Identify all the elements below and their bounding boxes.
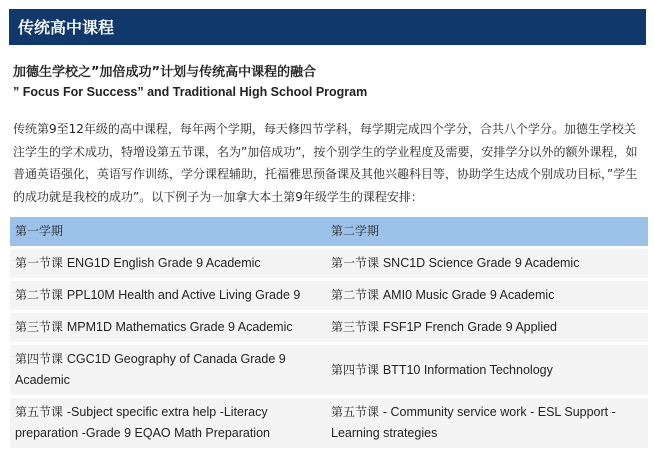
course-name: MPM1D Mathematics Grade 9 Academic	[66, 320, 293, 334]
table-cell	[326, 281, 648, 310]
section-title: 传统高中课程	[18, 18, 115, 37]
course-name: CGC1D Geography of Canada Grade 9 Academic	[15, 352, 286, 387]
period-label: 第二节课	[15, 288, 64, 302]
table-cell	[10, 281, 326, 310]
period-label: 第五节课	[15, 405, 64, 419]
intro-paragraph: 传统第9至12年级的高中课程，每年两个学期，每天修四节学科，每学期完成四个学分，合共八个学分。加德生学校关注学生的学术成功，特增设第五节课，名为”加倍成功”，按个别学生的学业程度及需要，安排学分以外的额外课程，如普通英语强化，英语写作训练，学分课程辅助，托福雅思预备课及其他兴趣科目等，协助学生达成个别成功目标，”学生的成功就是我校的成功”。以下例子为一加拿大本土第9年级学生的课程安排：	[13, 122, 638, 204]
course-schedule-table	[10, 214, 648, 451]
course-name: FSF1P French Grade 9 Applied	[382, 320, 558, 334]
table-row	[10, 249, 648, 278]
table-cell	[10, 249, 326, 278]
period-label: 第一节课	[15, 256, 64, 270]
period-label: 第三节课	[331, 320, 380, 334]
period-label: 第三节课	[15, 320, 64, 334]
program-subtitle-cn: 加德生学校之”加倍成功”计划与传统高中课程的融合	[13, 65, 317, 80]
table-row	[10, 398, 648, 448]
period-label: 第四节课	[15, 352, 64, 366]
section-banner	[9, 9, 646, 45]
semester-2-header: 第二学期	[326, 217, 648, 246]
table-cell	[326, 345, 648, 395]
table-cell	[10, 398, 326, 448]
table-header-row	[10, 217, 648, 246]
period-label: 第四节课	[331, 362, 380, 377]
table-cell	[326, 398, 648, 448]
course-name: -Subject specific extra help -Literacy preparation -Grade 9 EQAO Math Preparation	[15, 405, 270, 440]
table-row	[10, 281, 648, 310]
course-name: - Community service work - ESL Support - Learning strategies	[331, 405, 616, 440]
table-row	[10, 345, 648, 395]
period-label: 第一节课	[331, 256, 380, 270]
course-name: PPL10M Health and Active Living Grade 9	[66, 288, 301, 302]
table-cell	[10, 345, 326, 395]
course-name: AMI0 Music Grade 9 Academic	[382, 288, 555, 302]
course-name: SNC1D Science Grade 9 Academic	[382, 256, 580, 270]
period-label: 第五节课	[331, 405, 380, 419]
course-name: BTT10 Information Technology	[382, 362, 553, 377]
semester-1-header: 第一学期	[10, 217, 326, 246]
table-row	[10, 313, 648, 342]
table-cell	[10, 313, 326, 342]
period-label: 第二节课	[331, 288, 380, 302]
course-name: ENG1D English Grade 9 Academic	[66, 256, 261, 270]
table-cell	[326, 249, 648, 278]
program-subtitle-en: ” Focus For Success” and Traditional High School Program	[13, 85, 368, 99]
table-cell	[326, 313, 648, 342]
